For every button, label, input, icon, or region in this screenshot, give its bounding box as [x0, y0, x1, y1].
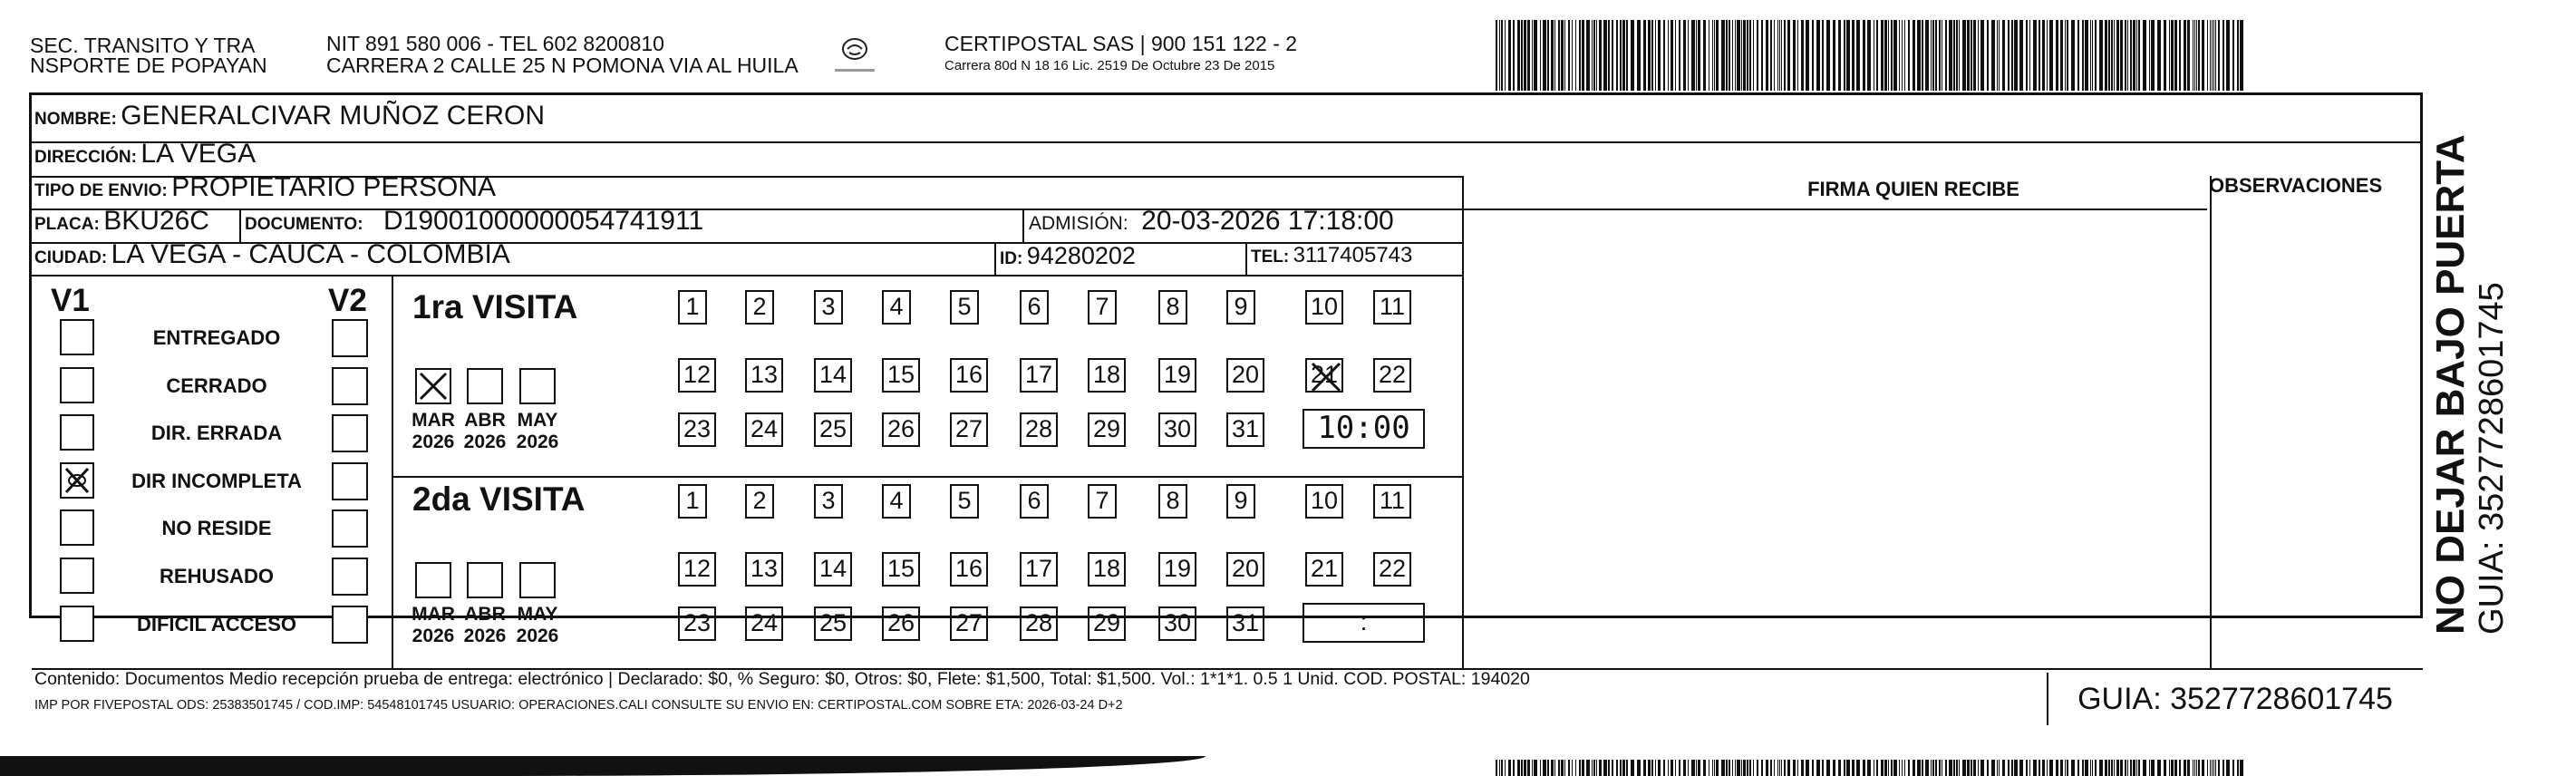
visit2-day-box[interactable]: 12: [678, 552, 716, 587]
visit1-day-box[interactable]: 20: [1226, 358, 1264, 393]
reason-v2-checkbox[interactable]: [332, 509, 368, 548]
reason-v2-checkbox[interactable]: [332, 558, 368, 596]
visit1-day-box[interactable]: [1305, 358, 1343, 393]
visit2-day-box[interactable]: 3: [814, 484, 843, 519]
placa-label: PLACA:: [34, 215, 100, 234]
visit2-month-checkbox[interactable]: [519, 562, 556, 598]
documento-field: [245, 207, 703, 240]
barcode-bottom: [1496, 760, 2248, 776]
visit2-day-box[interactable]: 11: [1373, 484, 1411, 519]
visit1-time-value: 10:00: [1317, 410, 1410, 446]
visit2-day-box[interactable]: 8: [1158, 484, 1187, 519]
id-field: [1000, 241, 1136, 275]
reason-label: DIR INCOMPLETA: [131, 469, 302, 492]
visit1-day-box[interactable]: 4: [882, 290, 911, 325]
nombre-value: GENERALCIVAR MUÑOZ CERON: [121, 101, 546, 131]
visit2-day-box[interactable]: 2: [745, 484, 774, 519]
tipo-envio-label: TIPO DE ENVIO:: [34, 181, 168, 200]
visit2-day-box[interactable]: 19: [1158, 552, 1196, 587]
side-guia: GUIA: 3527728601745: [2473, 282, 2511, 635]
reason-v2-checkbox[interactable]: [332, 319, 368, 357]
visit1-year-label: 2026: [516, 432, 559, 452]
visit1-day-box[interactable]: 15: [882, 358, 920, 393]
visit2-year-label: 2026: [516, 626, 559, 646]
visit1-year-label: 2026: [412, 432, 455, 452]
visit2-day-box[interactable]: 9: [1226, 484, 1255, 519]
visit1-day-box[interactable]: 1: [678, 290, 707, 325]
v2-header: V2: [328, 283, 367, 318]
placa-field: [34, 207, 209, 240]
visit1-month-label: MAY: [517, 410, 558, 431]
visit1-day-box[interactable]: 2: [745, 290, 774, 325]
visit1-day-box[interactable]: 25: [814, 412, 852, 447]
visit1-month-checkbox[interactable]: [415, 368, 451, 404]
visit2-year-label: 2026: [463, 626, 507, 646]
visit2-month-label: MAY: [517, 604, 558, 625]
visit2-day-box[interactable]: 21: [1305, 552, 1343, 587]
reason-v2-checkbox[interactable]: [332, 606, 368, 644]
visit1-day-box[interactable]: 9: [1226, 290, 1255, 325]
visit1-day-box[interactable]: 5: [950, 290, 979, 325]
visit2-time-box[interactable]: [1303, 603, 1425, 643]
visit1-day-box[interactable]: 11: [1373, 290, 1411, 325]
sender-address: CARRERA 2 CALLE 25 N POMONA VIA AL HUILA: [326, 53, 799, 77]
reason-label: DIFICIL ACCESO: [136, 612, 296, 635]
reason-v1-checkbox[interactable]: [60, 558, 94, 594]
reason-v2-checkbox[interactable]: [332, 367, 368, 405]
nombre-field: [34, 102, 545, 135]
visit1-day-box[interactable]: 24: [745, 412, 783, 447]
visit1-day-box[interactable]: 27: [950, 412, 988, 447]
visit1-day-box[interactable]: 13: [745, 358, 783, 393]
reason-v1-checkbox[interactable]: [60, 367, 94, 403]
visit2-day-box[interactable]: 30: [1158, 606, 1196, 641]
visit2-day-box[interactable]: 17: [1020, 552, 1058, 587]
tel-value: 3117405743: [1293, 243, 1413, 267]
reason-label: ENTREGADO: [152, 326, 281, 349]
v1-header: V1: [51, 283, 90, 318]
reason-v2-checkbox[interactable]: [332, 414, 368, 452]
visit1-day-box[interactable]: 12: [678, 358, 716, 393]
reason-v1-checkbox[interactable]: [60, 606, 94, 642]
visit2-time-value: :: [1360, 607, 1368, 635]
visit2-day-box[interactable]: 10: [1305, 484, 1343, 519]
direccion-value: LA VEGA: [140, 139, 257, 169]
visit2-day-box[interactable]: 20: [1226, 552, 1264, 587]
barcode-top: [1496, 20, 2248, 91]
visit1-time-box[interactable]: [1303, 409, 1425, 449]
visit2-day-box[interactable]: 18: [1088, 552, 1126, 587]
visit1-day-box[interactable]: 17: [1020, 358, 1058, 393]
visit1-day-box[interactable]: 10: [1305, 290, 1343, 325]
ciudad-label: CIUDAD:: [34, 248, 108, 267]
visit2-day-box[interactable]: 29: [1088, 606, 1126, 641]
visit2-day-box[interactable]: 22: [1373, 552, 1411, 587]
visit1-day-box[interactable]: 3: [814, 290, 843, 325]
visit2-title: 2da VISITA: [412, 480, 586, 518]
firma-header-label: FIRMA QUIEN RECIBE: [1807, 178, 2019, 200]
visit2-day-box[interactable]: 26: [882, 606, 920, 641]
visit2-day-box[interactable]: 28: [1020, 606, 1058, 641]
company-license: Carrera 80d N 18 16 Lic. 2519 De Octubre 23 De 2015: [944, 58, 1275, 73]
admision-field: [1029, 207, 1394, 240]
admision-value: 20-03-2026 17:18:00: [1141, 206, 1394, 236]
visit1-day-box[interactable]: 23: [678, 412, 716, 447]
footer-guia: GUIA: 3527728601745: [2047, 673, 2422, 725]
sender-nit: NIT 891 580 006 - TEL 602 8200810: [326, 32, 664, 55]
visit2-day-box[interactable]: 7: [1088, 484, 1117, 519]
visit2-day-box[interactable]: 31: [1226, 606, 1264, 641]
id-label: ID:: [1000, 249, 1023, 268]
footer-contenido: Contenido: Documentos Medio recepción prueba de entrega: electrónico | Declarado: $0, % Seguro: $0, Otros: $0, Flete: $1,500, Total: $1,500. Vol.: 1*1*1. 0.5 1 Unid. COD. POSTAL: 194020: [34, 669, 1530, 689]
tipo-envio-value: PROPIETARIO PERSONA: [171, 172, 497, 202]
reason-v2-checkbox[interactable]: [332, 462, 368, 500]
visit2-month-checkbox[interactable]: [415, 562, 451, 598]
nombre-label: NOMBRE:: [34, 110, 117, 129]
certipostal-logo: [829, 29, 880, 83]
documento-label: DOCUMENTO:: [245, 215, 363, 234]
visit2-day-box[interactable]: 5: [950, 484, 979, 519]
company-name: CERTIPOSTAL SAS | 900 151 122 - 2: [944, 32, 1298, 55]
delivery-form: [29, 92, 2423, 618]
visit1-month-checkbox[interactable]: [519, 368, 556, 404]
visit2-day-box[interactable]: 4: [882, 484, 911, 519]
visit1-day-box[interactable]: 30: [1158, 412, 1196, 447]
visit2-day-box[interactable]: 13: [745, 552, 783, 587]
visit1-title: 1ra VISITA: [412, 288, 578, 325]
day-21-marked: 21: [1310, 361, 1339, 388]
visit1-day-box[interactable]: 16: [950, 358, 988, 393]
visit2-day-box[interactable]: 6: [1020, 484, 1049, 519]
reason-v1-checkbox[interactable]: [60, 462, 94, 499]
sender-name-line2: NSPORTE DE POPAYAN: [30, 53, 267, 77]
visit1-day-box[interactable]: 22: [1373, 358, 1411, 393]
reason-v1-checkbox[interactable]: [60, 509, 94, 546]
visit1-day-box[interactable]: 14: [814, 358, 852, 393]
id-value: 94280202: [1026, 242, 1136, 269]
reason-label: DIR. ERRADA: [150, 422, 283, 445]
visit2-day-box[interactable]: 14: [814, 552, 852, 587]
visit1-day-box[interactable]: 8: [1158, 290, 1187, 325]
ciudad-value: LA VEGA - CAUCA - COLOMBIA: [111, 239, 510, 269]
reason-v1-checkbox[interactable]: [60, 414, 94, 451]
visit2-day-box[interactable]: 24: [745, 606, 783, 641]
visit2-month-label: ABR: [464, 604, 506, 625]
direccion-field: [34, 140, 256, 173]
visit1-day-box[interactable]: 29: [1088, 412, 1126, 447]
reason-label: REHUSADO: [160, 565, 274, 587]
placa-value: BKU26C: [103, 206, 209, 236]
observaciones-header: OBSERVACIONES: [2209, 174, 2383, 197]
no-dejar-bajo-puerta: NO DEJAR BAJO PUERTA: [2428, 134, 2473, 635]
visit2-day-box[interactable]: 15: [882, 552, 920, 587]
reason-label: CERRADO: [166, 373, 267, 397]
tel-field: [1251, 241, 1412, 273]
visit1-day-box[interactable]: 19: [1158, 358, 1196, 393]
visit2-year-label: 2026: [412, 626, 455, 646]
visit2-month-checkbox[interactable]: [467, 562, 503, 598]
visit2-day-box[interactable]: 25: [814, 606, 852, 641]
documento-value: D19001000000054741911: [383, 206, 704, 236]
tipo-envio-field: [34, 173, 496, 207]
visit1-year-label: 2026: [463, 432, 507, 452]
visit2-day-box[interactable]: 23: [678, 606, 716, 641]
sender-name-line1: SEC. TRANSITO Y TRA: [30, 34, 256, 57]
visit2-day-box[interactable]: 16: [950, 552, 988, 587]
direccion-label: DIRECCIÓN:: [34, 148, 137, 167]
visit1-month-label: ABR: [464, 410, 506, 431]
visit1-day-box[interactable]: 26: [882, 412, 920, 447]
visit2-month-label: MAR: [412, 604, 455, 625]
visit1-day-box[interactable]: 7: [1088, 290, 1117, 325]
bottom-edge-mark: [0, 756, 1206, 776]
visit2-day-box[interactable]: 1: [678, 484, 707, 519]
reason-label: NO RESIDE: [161, 517, 272, 540]
visit2-day-box[interactable]: 27: [950, 606, 988, 641]
visit1-day-box[interactable]: 18: [1088, 358, 1126, 393]
visit1-month-label: MAR: [412, 410, 455, 431]
visit1-month-checkbox[interactable]: [467, 368, 503, 404]
visit1-day-box[interactable]: 28: [1020, 412, 1058, 447]
visit1-day-box[interactable]: 31: [1226, 412, 1264, 447]
footer-imp: IMP POR FIVEPOSTAL ODS: 25383501745 / COD.IMP: 54548101745 USUARIO: OPERACIONES.CALI CONSULTE SU ENVIO EN: CERTIPOSTAL.COM SOBRE ETA: 2026-03-24 D+2: [34, 698, 1123, 713]
reason-v1-checkbox[interactable]: [60, 319, 94, 355]
tel-label: TEL:: [1251, 247, 1290, 267]
visit1-day-box[interactable]: 6: [1020, 290, 1049, 325]
admision-label: ADMISIÓN:: [1029, 213, 1128, 234]
ciudad-field: [34, 240, 510, 274]
